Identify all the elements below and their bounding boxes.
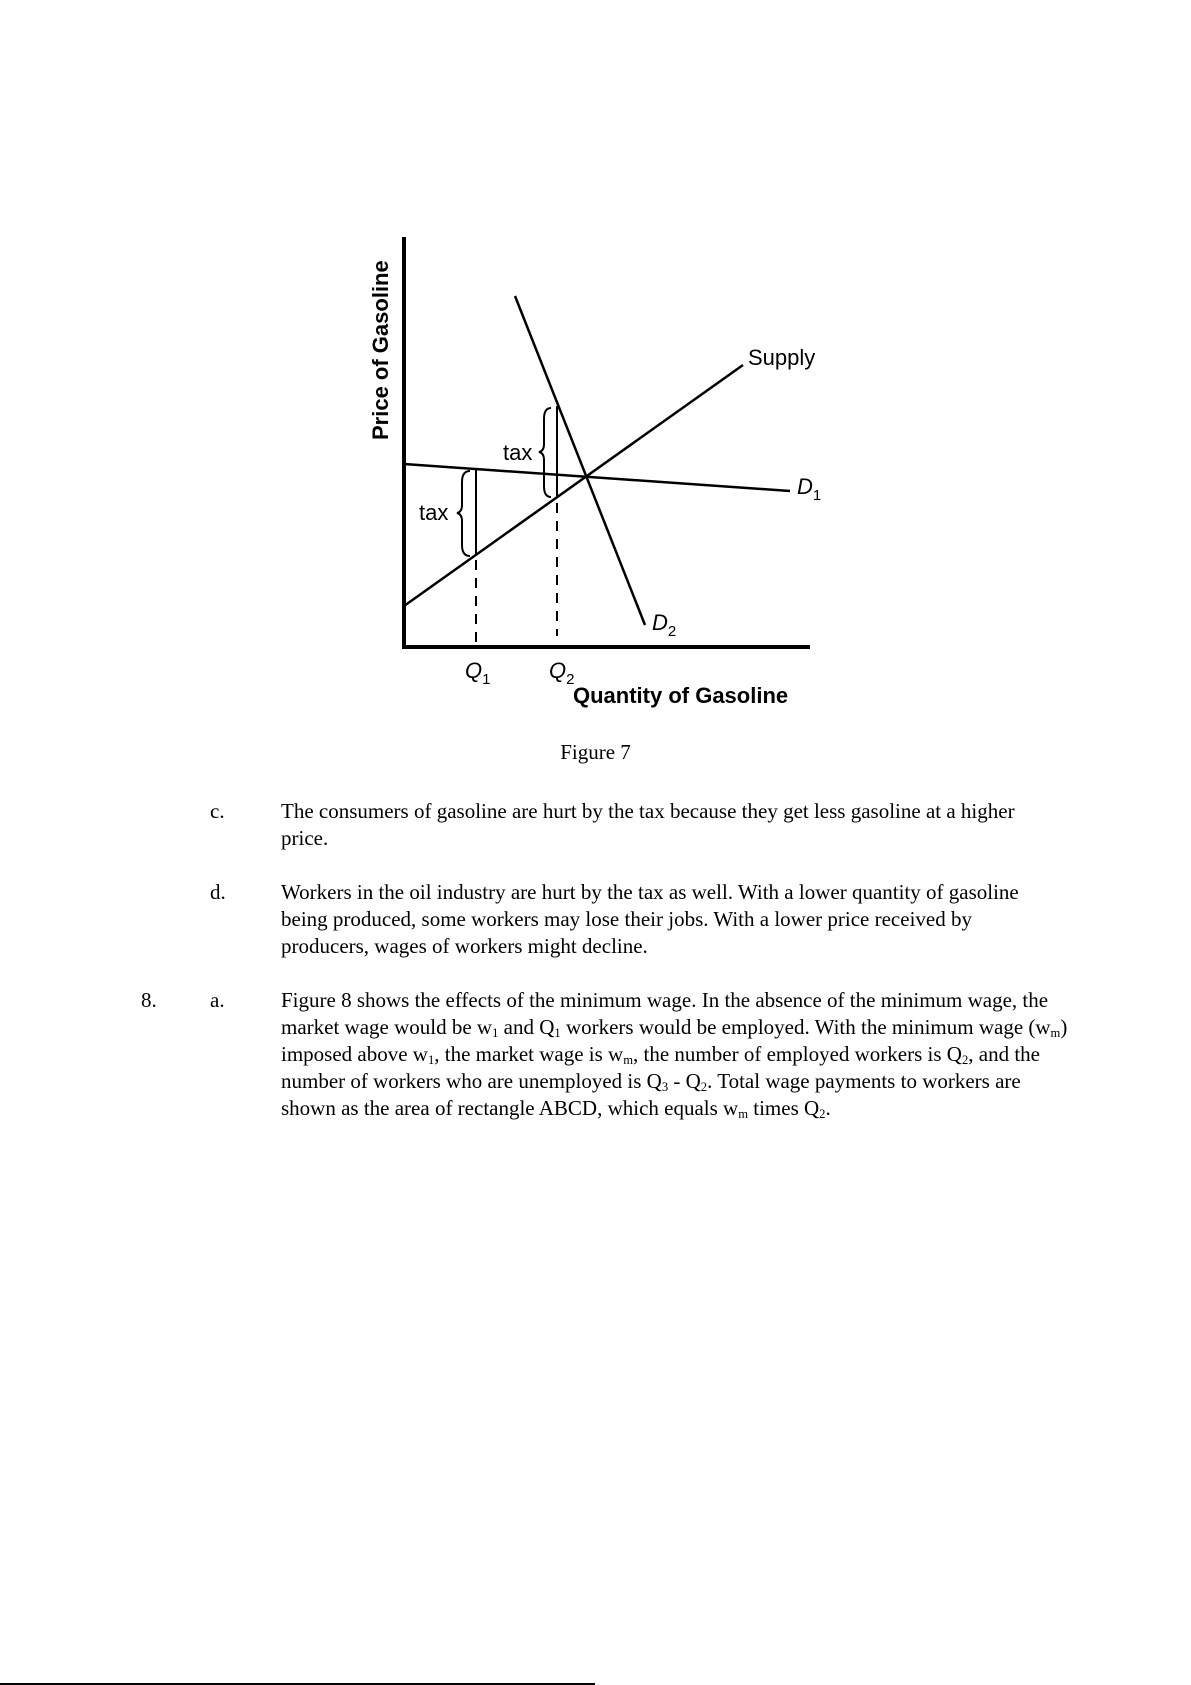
d2-curve [515, 296, 645, 625]
question-number: 8. [141, 988, 157, 1012]
q2-tax-label: tax [503, 440, 533, 465]
item-text: Figure 8 shows the effects of the minimum wage. In the absence of the minimum wage, the market wage would be $w_1$ and $Q_1$ workers would be employed. With the minimum wage $(w_m)$ imposed above $w_1$, the market wage is $w_m$, the number of employed workers is $Q_2$, and the number of workers who are unemployed is $Q_3 - Q_2$. Total wage payments to workers are shown as the area of rectangle ABCD, which equals $w_m$ times $Q_2$. [281, 988, 1068, 1122]
q2-label: $Q_2$ [549, 658, 575, 688]
item-letter: d. [210, 880, 226, 904]
item-text: Workers in the oil industry are hurt by the tax as well. With a lower quantity of gasoline being produced, some workers may lose their jobs. With a lower price received by producers, wages of workers might decline. [281, 880, 1019, 958]
supply-curve [404, 365, 743, 606]
d2-label: $D_2$ [652, 610, 677, 640]
q2-tax-brace [539, 408, 551, 497]
q1-label: $Q_1$ [465, 658, 491, 688]
figure-7-chart [0, 0, 1191, 760]
item-text: The consumers of gasoline are hurt by the tax because they get less gasoline at a higher price. [281, 799, 1015, 850]
item-letter: c. [210, 799, 225, 823]
x-axis-label: Quantity of Gasoline [573, 683, 789, 708]
d1-label: $D_1$ [797, 474, 822, 504]
figure-caption: Figure 7 [560, 740, 631, 764]
supply-label: Supply [748, 345, 816, 370]
q1-tax-brace [457, 471, 470, 556]
y-axis-label: Price of Gasoline [368, 260, 393, 440]
item-letter: a. [210, 988, 225, 1012]
q1-tax-label: tax [419, 500, 449, 525]
